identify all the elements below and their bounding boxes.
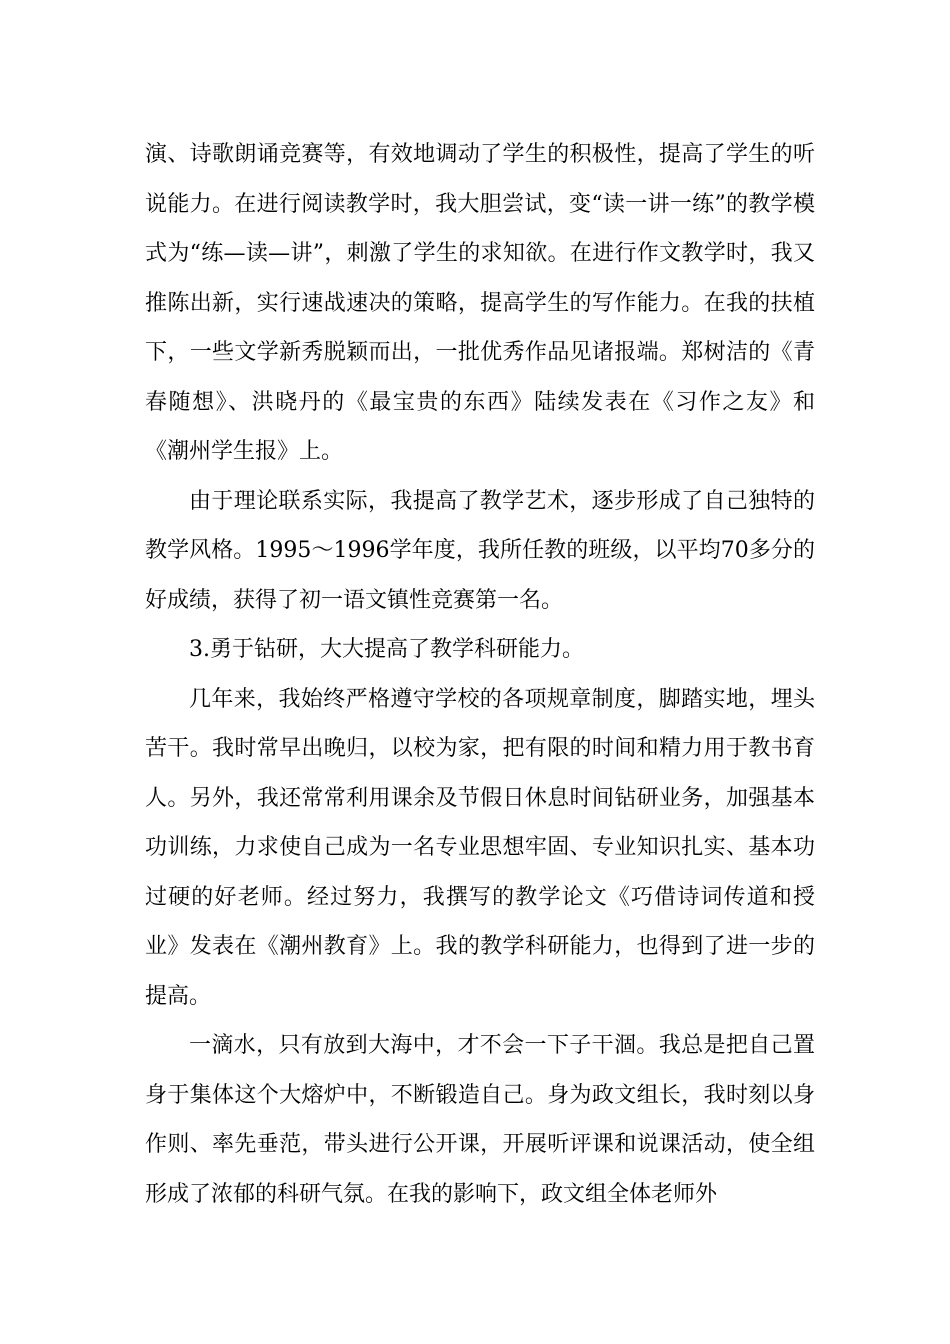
paragraph-4: 几年来，我始终严格遵守学校的各项规章制度，脚踏实地，埋头苦干。我时常早出晚归，以校为家，把有限的时间和精力用于教书育人。另外，我还常常利用课余及节假日休息时间钻研业务，加强基本功训练，力求使自己成为一名专业思想牢固、专业知识扎实、基本功过硬的好老师。经过努力，我撰写的教学论文《巧借诗词传道和授业》发表在《潮州教育》上。我的教学科研能力，也得到了进一步的提高。 <box>145 686 815 1009</box>
document-body <box>145 130 815 1219</box>
paragraph-1: 演、诗歌朗诵竞赛等，有效地调动了学生的积极性，提高了学生的听说能力。在进行阅读教学时，我大胆尝试，变“读一讲一练”的教学模式为“练—读—讲”，刺激了学生的求知欲。在进行作文教学时，我又推陈出新，实行速战速决的策略，提高学生的写作能力。在我的扶植下，一些文学新秀脱颖而出，一批优秀作品见诸报端。郑树洁的《青春随想》、洪晓丹的《最宝贵的东西》陆续发表在《习作之友》和《潮州学生报》上。 <box>145 142 815 464</box>
paragraph-3-heading: 3.勇于钻研，大大提高了教学科研能力。 <box>189 637 584 662</box>
paragraph-5: 一滴水，只有放到大海中，才不会一下子干涸。我总是把自己置身于集体这个大熔炉中，不断锻造自己。身为政文组长，我时刻以身作则、率先垂范，带头进行公开课，开展听评课和说课活动，使全组形成了浓郁的科研气氛。在我的影响下，政文组全体老师外 <box>145 1033 815 1207</box>
paragraph-2: 由于理论联系实际，我提高了教学艺术，逐步形成了自己独特的教学风格。1995～1996学年度，我所任教的班级，以平均70多分的好成绩，获得了初一语文镇性竞赛第一名。 <box>145 488 815 613</box>
